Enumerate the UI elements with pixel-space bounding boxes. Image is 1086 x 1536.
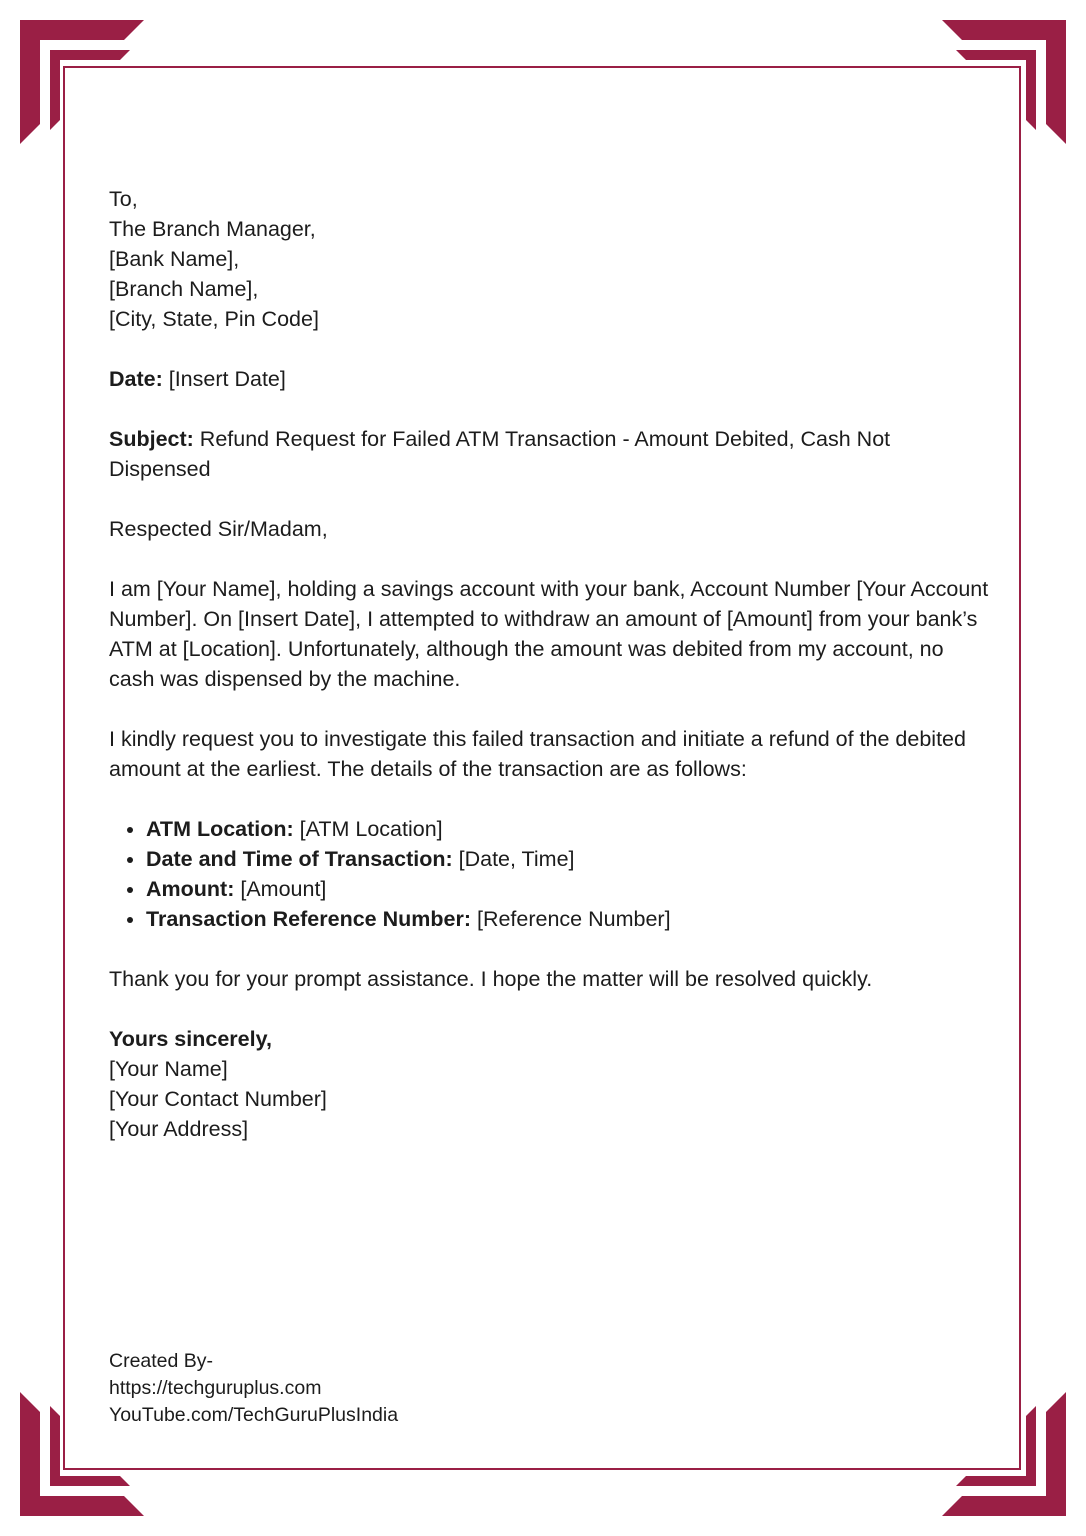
recipient-address <box>109 184 989 334</box>
detail-value: [ATM Location] <box>293 817 443 841</box>
body-paragraph-3: Thank you for your prompt assistance. I hope the matter will be resolved quickly. <box>109 967 873 991</box>
address-to: To, <box>109 187 138 211</box>
detail-value: [Date, Time] <box>452 847 575 871</box>
corner-ornament-top-right <box>942 20 1066 144</box>
credits-website: https://techguruplus.com <box>109 1377 322 1399</box>
sender-line: [Your Address] <box>109 1117 249 1141</box>
date-line <box>109 364 989 394</box>
closing-block <box>109 1024 989 1144</box>
credits-block <box>109 1348 398 1429</box>
list-item <box>146 844 989 874</box>
body-paragraph-2: I kindly request you to investigate this failed transaction and initiate a refund of the debited amount at the earliest. The details of the transaction are as follows: <box>109 727 966 781</box>
corner-ornament-bottom-right <box>942 1392 1066 1516</box>
signoff: Yours sincerely, <box>109 1027 272 1051</box>
corner-ornament-top-left <box>20 20 144 144</box>
list-item <box>146 814 989 844</box>
subject-value: Refund Request for Failed ATM Transaction - Amount Debited, Cash Not Dispensed <box>109 427 891 481</box>
list-item <box>146 874 989 904</box>
salutation: Respected Sir/Madam, <box>109 517 328 541</box>
detail-value: [Amount] <box>234 877 327 901</box>
credits-youtube: YouTube.com/TechGuruPlusIndia <box>109 1404 399 1426</box>
detail-label: Amount: <box>146 877 235 901</box>
sender-line: [Your Contact Number] <box>109 1087 327 1111</box>
sender-line: [Your Name] <box>109 1057 228 1081</box>
detail-value: [Reference Number] <box>471 907 671 931</box>
letter-content <box>109 184 989 1144</box>
date-label: Date: <box>109 367 163 391</box>
credits-label: Created By- <box>109 1350 214 1372</box>
detail-label: ATM Location: <box>146 817 294 841</box>
address-line: [City, State, Pin Code] <box>109 307 319 331</box>
detail-label: Transaction Reference Number: <box>146 907 471 931</box>
transaction-details-list <box>109 814 989 934</box>
detail-label: Date and Time of Transaction: <box>146 847 453 871</box>
address-line: [Branch Name], <box>109 277 259 301</box>
date-value: [Insert Date] <box>162 367 286 391</box>
address-line: [Bank Name], <box>109 247 240 271</box>
subject-line <box>109 424 989 484</box>
body-paragraph-1: I am [Your Name], holding a savings account with your bank, Account Number [Your Account Number]. On [Insert Date], I attempted to withdraw an amount of [Amount] from your bank’s ATM at [Location]. Unfortunately, although the amount was debited from my account, no cash was dispensed by the machine. <box>109 577 989 691</box>
list-item <box>146 904 989 934</box>
subject-label: Subject: <box>109 427 194 451</box>
address-line: The Branch Manager, <box>109 217 316 241</box>
